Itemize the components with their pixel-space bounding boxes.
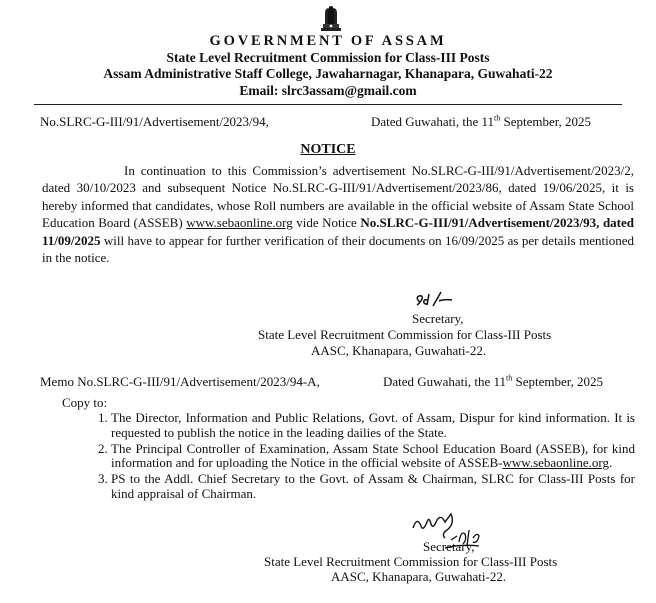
copy-to-list	[87, 411, 635, 503]
email-heading: Email: slrc3assam@gmail.com	[239, 83, 417, 98]
secretary-title-2: Secretary,	[423, 539, 475, 554]
letterhead-divider	[34, 104, 622, 105]
reference-date: Dated Guwahati, the 11th September, 2025	[371, 113, 592, 129]
memo-date: Dated Guwahati, the 11th September, 2025	[383, 373, 604, 389]
secretary-address-2: AASC, Khanapara, Guwahati-22.	[331, 569, 507, 584]
government-heading: GOVERNMENT OF ASSAM	[209, 33, 447, 49]
copy-to-label: Copy to:	[62, 395, 108, 410]
signature-sd-mark	[414, 290, 458, 310]
commission-heading: State Level Recruitment Commission for Class-III Posts	[166, 50, 490, 65]
notice-title: NOTICE	[300, 142, 356, 157]
sebaonline-link-2[interactable]: www.sebaonline.org	[502, 455, 610, 471]
secretary-commission-1: State Level Recruitment Commission for Class-III Posts	[258, 327, 552, 342]
notice-body: In continuation to this Commission’s advertisement No.SLRC-G-III/91/Advertisement/2023/2, dated 30/10/2023 and subsequent Notice No.SLRC-G-III/91/Advertisement/2023/86, dated 19/06/2025, it is hereby informed that candidates, whose Roll numbers are available in the official website of Assam State School Education Board (ASSEB) www.sebaonline.org vide Notice No.SLRC-G-III/91/Advertisement/2023/93, dated 11/09/2025 will have to appear for further verification of their documents on 16/09/2025 as per details mentioned in the notice.	[42, 163, 634, 266]
state-emblem-icon	[319, 3, 343, 33]
secretary-commission-2: State Level Recruitment Commission for Class-III Posts	[264, 554, 558, 569]
secretary-address-1: AASC, Khanapara, Guwahati-22.	[311, 343, 487, 358]
memo-number: Memo No.SLRC-G-III/91/Advertisement/2023/94-A,	[40, 374, 320, 389]
secretary-title-1: Secretary,	[412, 311, 464, 326]
address-heading: Assam Administrative Staff College, Jawaharnagar, Khanapara, Guwahati-22	[103, 66, 553, 81]
copy-item-3: 3. PS to the Addl. Chief Secretary to the Govt. of Assam & Chairman, SLRC for Class-III Posts for kind appraisal of Chairman.	[111, 472, 635, 501]
reference-number: No.SLRC-G-III/91/Advertisement/2023/94,	[40, 114, 269, 129]
copy-item-1: 1. The Director, Information and Public Relations, Govt. of Assam, Dispur for kind information. It is requested to publish the notice in the leading dailies of the State.	[111, 411, 635, 440]
copy-item-2: 2. The Principal Controller of Examination, Assam State School Education Board (ASSEB), for kind information and for uploading the Notice in the official website of ASSEB-www.sebaonline.org.	[111, 442, 635, 471]
sebaonline-link[interactable]: www.sebaonline.org	[186, 215, 293, 231]
